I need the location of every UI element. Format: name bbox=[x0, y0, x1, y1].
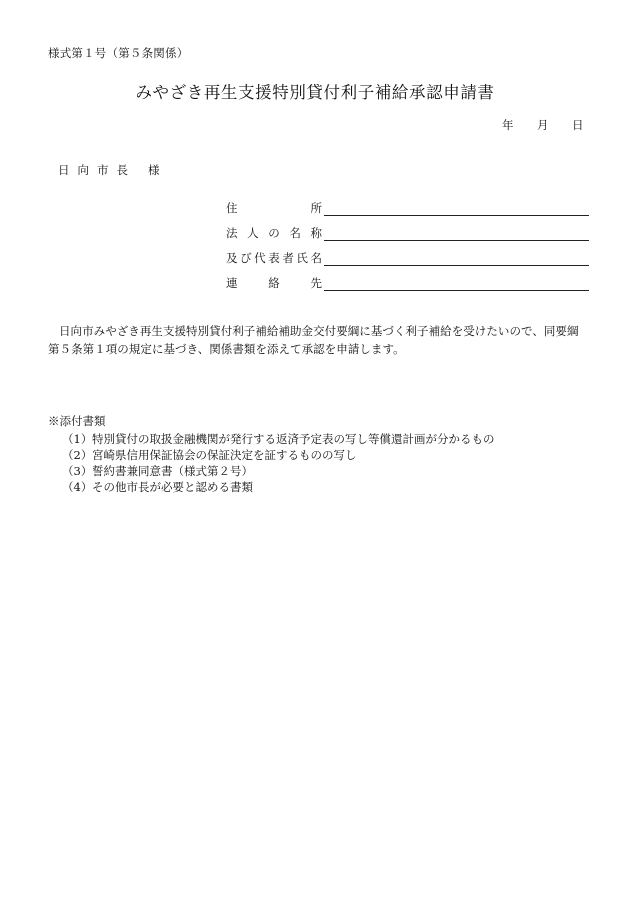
addressee bbox=[58, 162, 160, 178]
applicant-contact-row bbox=[226, 274, 589, 294]
attachment-text: 特別貸付の取扱金融機関が発行する返済予定表の写し等償還計画が分かるもの bbox=[92, 432, 495, 446]
corporation-name-input-line[interactable] bbox=[324, 240, 589, 241]
applicant-corporation-row bbox=[226, 224, 589, 244]
attachment-number: （1） bbox=[62, 432, 93, 446]
application-statement: 日向市みやざき再生支援特別貸付利子補給補助金交付要綱に基づく利子補給を受けたいので、同要綱第５条第１項の規定に基づき、関係書類を添えて承認を申請します。 bbox=[48, 324, 579, 356]
address-input-line[interactable] bbox=[324, 215, 589, 216]
attachment-text: 宮崎県信用保証協会の保証決定を証するものの写し bbox=[92, 448, 357, 462]
attachment-text: その他市長が必要と認める書類 bbox=[92, 480, 253, 494]
representative-name-input-line[interactable] bbox=[324, 265, 589, 266]
date-year-label: 年 bbox=[502, 118, 514, 132]
representative-name-label: 及 び 代 表 者 氏 名 bbox=[226, 251, 322, 265]
date-day-label: 日 bbox=[572, 118, 584, 132]
attachment-item bbox=[62, 447, 495, 463]
contact-label: 連 絡 先 bbox=[226, 276, 322, 290]
attachment-list bbox=[62, 431, 495, 495]
form-number: 様式第１号（第５条関係） bbox=[48, 46, 189, 60]
addressee-name: 日向市長 bbox=[58, 163, 136, 177]
date-month-label: 月 bbox=[537, 118, 549, 132]
corporation-name-label: 法 人 の 名 称 bbox=[226, 226, 322, 240]
contact-input-line[interactable] bbox=[324, 290, 589, 291]
applicant-address-row bbox=[226, 199, 589, 219]
attachment-number: （2） bbox=[62, 448, 93, 462]
document-title: みやざき再生支援特別貸付利子補給承認申請書 bbox=[135, 83, 495, 102]
address-label: 住 所 bbox=[226, 201, 322, 215]
applicant-representative-row bbox=[226, 249, 589, 269]
attachment-number: （3） bbox=[62, 464, 93, 478]
addressee-honorific: 様 bbox=[148, 163, 160, 177]
attachment-item bbox=[62, 479, 495, 495]
attachment-text: 誓約書兼同意書（様式第２号） bbox=[92, 464, 253, 478]
attachment-item bbox=[62, 463, 495, 479]
attachment-item bbox=[62, 431, 495, 447]
attachments-heading: ※添付書類 bbox=[48, 414, 106, 428]
attachment-number: （4） bbox=[62, 480, 93, 494]
